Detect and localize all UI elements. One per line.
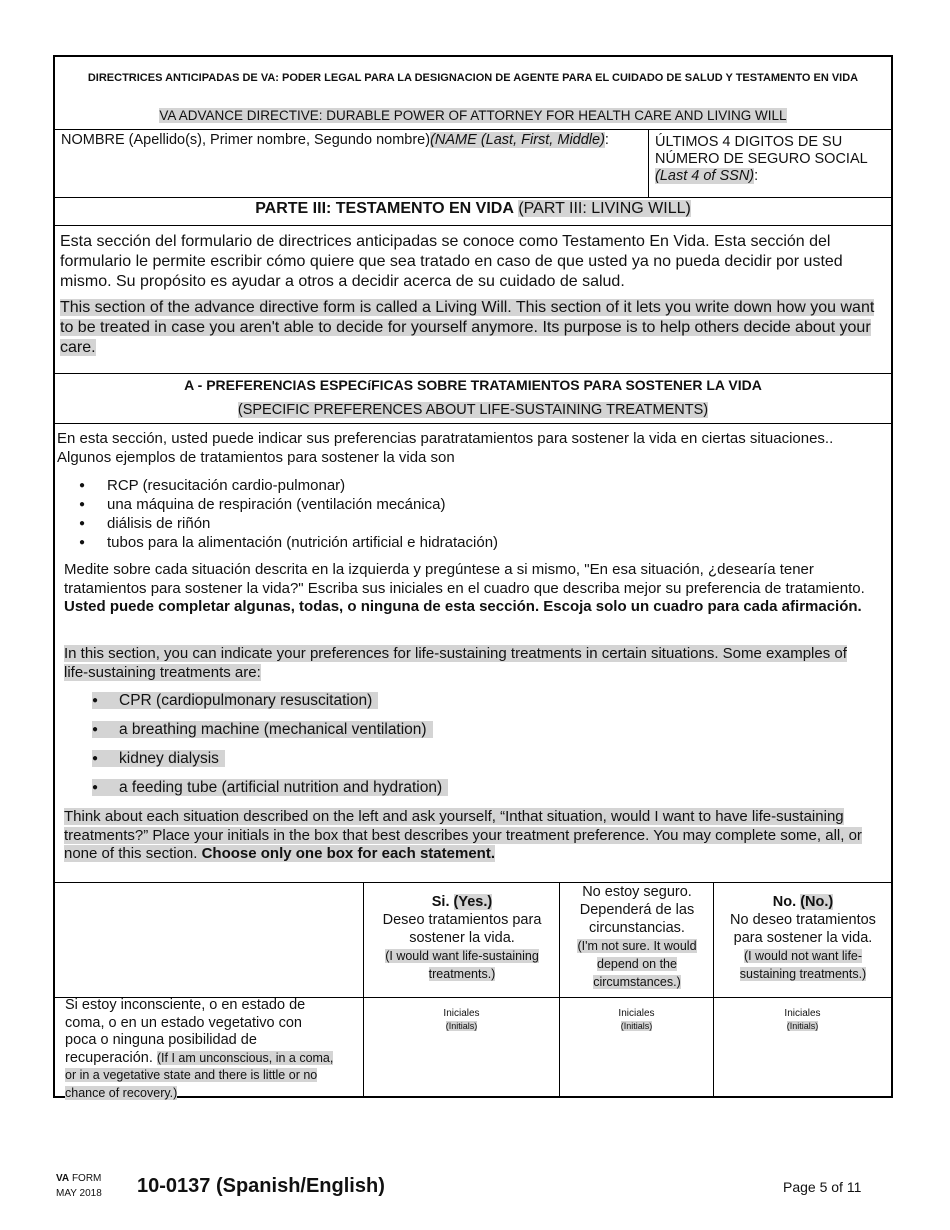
rule: [559, 882, 560, 1098]
page-number: Page 5 of 11: [783, 1179, 862, 1195]
column-header-yes: Si. (Yes.) Deseo tratamientos para sostener la vida. (I would want life-sustaining treatments.): [382, 894, 542, 981]
rule: [55, 225, 891, 226]
list-item: ● una máquina de respiración (ventilación mecánica): [55, 495, 755, 514]
ssn-field[interactable]: ÚLTIMOS 4 DIGITOS DE SU NÚMERO DE SEGURO SOCIAL (Last 4 of SSN):: [655, 134, 868, 184]
part3-title: PARTE III: TESTAMENTO EN VIDA (PART III: LIVING WILL): [255, 200, 691, 217]
rule: [713, 882, 714, 1098]
rule: [55, 197, 891, 198]
section-a-title-en: (SPECIFIC PREFERENCES ABOUT LIFE-SUSTAINING TREATMENTS): [237, 402, 709, 418]
rule: [363, 882, 364, 1098]
form-title-en: VA ADVANCE DIRECTIVE: DURABLE POWER OF ATTORNEY FOR HEALTH CARE AND LIVING WILL: [159, 108, 787, 123]
rule: [55, 129, 891, 130]
rule: [55, 423, 891, 424]
rule: [648, 129, 649, 197]
section-a-title-es: A - PREFERENCIAS ESPECíFICAS SOBRE TRATAMIENTOS PARA SOSTENER LA VIDA: [184, 377, 762, 393]
rule: [55, 373, 891, 374]
list-item: ● RCP (resucitación cardio-pulmonar): [55, 476, 755, 495]
list-item: ● CPR (cardiopulmonary resuscitation): [55, 691, 755, 720]
form-title-es: DIRECTRICES ANTICIPADAS DE VA: PODER LEGAL PARA LA DESIGNACION DE AGENTE PARA EL CUIDADO DE SALUD Y TESTAMENTO EN VIDA: [87, 72, 859, 84]
form-frame: [53, 55, 893, 1098]
ssn-label-en: (Last 4 of SSN): [655, 168, 755, 184]
form-number: 10-0137 (Spanish/English): [137, 1175, 385, 1197]
section-a-instructions-en: Think about each situation described on the left and ask yourself, “Inthat situation, would I want to have life-sustaining treatments?” Place your initials in the box that best describes your treatment preference. You may complete some, all, or none of this section. Choose only one box for each statement.: [64, 808, 862, 862]
column-header-no: No. (No.) No deseo tratamientos para sostener la vida. (I would not want life-sustaining treatments.): [730, 894, 876, 981]
form-footer-label: VA FORM MAY 2018: [56, 1173, 102, 1199]
examples-list-en: [55, 691, 755, 807]
initials-box-yes[interactable]: Iniciales (Initials): [443, 1008, 480, 1031]
ssn-label-es: ÚLTIMOS 4 DIGITOS DE SU NÚMERO DE SEGURO SOCIAL: [655, 134, 868, 167]
section-a-instructions-es: Medite sobre cada situación descrita en la izquierda y pregúntese a si mismo, "En esa situación, ¿desearía tener tratamientos para sostener la vida?" Escriba sus iniciales en el cuadro que describa mejor su preferencia de tratamiento. Usted puede completar algunas, todas, o ninguna de esta sección. Escoja solo un cuadro para cada afirmación.: [64, 561, 865, 615]
name-label-en: (NAME (Last, First, Middle): [430, 132, 605, 148]
initials-box-no[interactable]: Iniciales (Initials): [784, 1008, 821, 1031]
column-header-unsure: No estoy seguro. Dependerá de las circunstancias. (I'm not sure. It would depend on the circumstances.): [577, 884, 697, 989]
name-label-es: NOMBRE (Apellido(s), Primer nombre, Segundo nombre): [61, 132, 431, 148]
table-row-label: Si estoy inconsciente, o en estado de coma, o en un estado vegetativo con poca o ninguna posibilidad de recuperación. (If I am unconscious, in a coma, or in a vegetative state and there is little or no chance of recovery.): [65, 997, 334, 1100]
list-item: ● a breathing machine (mechanical ventilation): [55, 720, 755, 749]
part3-intro-es: Esta sección del formulario de directrices anticipadas se conoce como Testamento En Vida. Esta sección del formulario le permite escribir cómo quiere que sea tratado en caso de que usted ya no pueda decidir por usted mismo. Su propósito es ayudar a otros a decidir acerca de su cuidado de salud.: [60, 233, 843, 290]
rule: [55, 882, 891, 883]
section-a-intro-en: In this section, you can indicate your preferences for life-sustaining treatments in certain situations. Some examples of life-sustaining treatments are:: [64, 645, 847, 681]
list-item: ● diálisis de riñón: [55, 514, 755, 533]
name-field[interactable]: NOMBRE (Apellido(s), Primer nombre, Segundo nombre)(NAME (Last, First, Middle):: [61, 132, 609, 148]
list-item: ● tubos para la alimentación (nutrición artificial e hidratación): [55, 533, 755, 552]
list-item: ● kidney dialysis: [55, 749, 755, 778]
part3-intro-en: This section of the advance directive form is called a Living Will. This section of it lets you write down how you want to be treated in case you aren't able to decide for yourself anymore. Its purpose is to help others decide about your care.: [60, 299, 875, 356]
list-item: ● a feeding tube (artificial nutrition and hydration): [55, 778, 755, 807]
initials-box-unsure[interactable]: Iniciales (Initials): [618, 1008, 655, 1031]
examples-list-es: [55, 476, 755, 552]
section-a-intro-es: En esta sección, usted puede indicar sus preferencias paratratamientos para sostener la vida en ciertas situaciones.. Algunos ejemplos de tratamientos para sostener la vida son: [57, 430, 834, 466]
